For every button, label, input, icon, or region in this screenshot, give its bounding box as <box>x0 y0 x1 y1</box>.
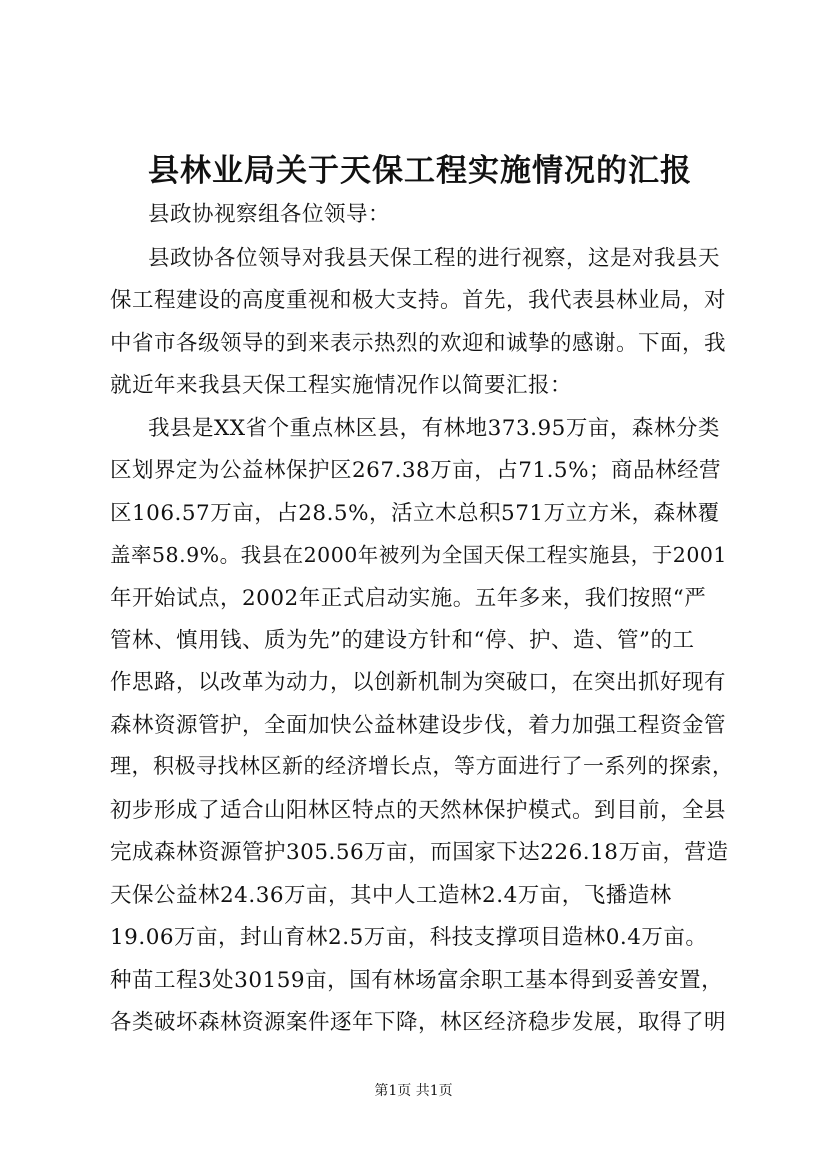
paragraph-line: 就近年来我县天保工程实施情况作以简要汇报： <box>110 373 573 398</box>
paragraph-line: 管林、慎用钱、质为先”的建设方针和“停、护、造、管”的工 <box>110 628 695 653</box>
paragraph-line: 理，积极寻找林区新的经济增长点，等方面进行了一系列的探索， <box>110 754 734 778</box>
paragraph-line: 区划界定为公益林保护区267.38万亩，占71.5%；商品林经营 <box>110 458 722 483</box>
paragraph-line: 天保公益林24.36万亩，其中人工造林2.4万亩，飞播造林 <box>110 883 672 908</box>
paragraph-line: 作思路，以改革为动力，以创新机制为突破口，在突出抓好现有 <box>110 670 727 695</box>
paragraph-line: 中省市各级领导的到来表示热烈的欢迎和诚挚的感谢。下面，我 <box>110 331 727 356</box>
paragraph-line: 县政协各位领导对我县天保工程的进行视察，这是对我县天 <box>148 246 721 271</box>
paragraph-line: 盖率58.9%。我县在2000年被列为全国天保工程实施县，于2001 <box>110 543 727 567</box>
paragraph-line: 19.06万亩，封山育林2.5万亩，科技支撑项目造林0.4万亩。 <box>110 925 708 950</box>
salutation-line: 县政协视察组各位领导： <box>148 202 391 227</box>
document-title: 县林业局关于天保工程实施情况的汇报 <box>148 153 692 189</box>
paragraph-line: 各类破坏森林资源案件逐年下降，林区经济稳步发展，取得了明 <box>110 1010 727 1035</box>
paragraph-line: 我县是XX省个重点林区县，有林地373.95万亩，森林分类 <box>148 416 720 441</box>
page-number-footer: 第1页 共1页 <box>374 1083 453 1099</box>
paragraph-line: 种苗工程3处30159亩，国有林场富余职工基本得到妥善安置， <box>110 968 724 993</box>
paragraph-line: 区106.57万亩，占28.5%，活立木总积571万立方米，森林覆 <box>110 501 720 526</box>
paragraph-line: 完成森林资源管护305.56万亩，而国家下达226.18万亩，营造 <box>110 840 729 865</box>
paragraph-line: 森林资源管护，全面加快公益林建设步伐，着力加强工程资金管 <box>110 713 727 738</box>
paragraph-line: 年开始试点，2002年正式启动实施。五年多来，我们按照“严 <box>110 586 707 611</box>
paragraph-line: 保工程建设的高度重视和极大支持。首先，我代表县林业局，对 <box>110 288 727 313</box>
paragraph-line: 初步形成了适合山阳林区特点的天然林保护模式。到目前，全县 <box>110 798 727 823</box>
